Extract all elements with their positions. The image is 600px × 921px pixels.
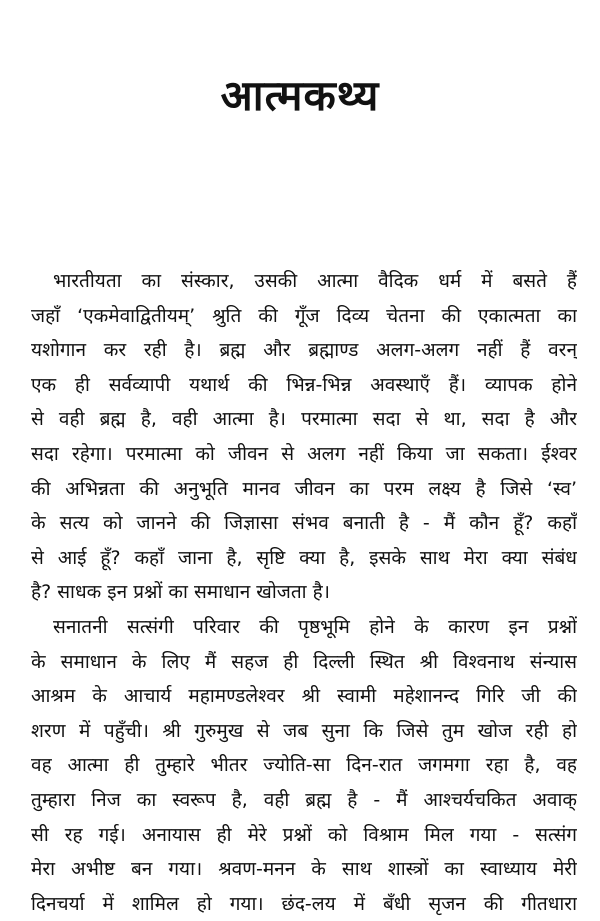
text-line: की अभिन्नता की अनुभूति मानव जीवन का परम लक्ष्य है जिसे ‘स्व’ (31, 477, 577, 500)
text-line: तुम्हारा निज का स्वरूप है, वही ब्रह्म है - मैं आश्चर्यचकित अवाक् (31, 788, 577, 811)
text-line: यशोगान कर रही है। ब्रह्म और ब्रह्माण्ड अलग-अलग नहीं हैं वरन् (31, 339, 577, 362)
text-line: सनातनी सत्संगी परिवार की पृष्ठभूमि होने के कारण इन प्रश्नों (53, 615, 577, 638)
text-line: सदा रहेगा। परमात्मा को जीवन से अलग नहीं किया जा सकता। ईश्वर (31, 442, 577, 465)
body-text (31, 264, 577, 921)
text-line: एक ही सर्वव्यापी यथार्थ की भिन्न-भिन्न अवस्थाएँ हैं। व्यापक होने (31, 373, 577, 396)
paragraph-1 (31, 264, 577, 610)
text-line: के सत्य को जानने की जिज्ञासा संभव बनाती है - मैं कौन हूँ? कहाँ (31, 512, 577, 535)
text-line: वह आत्मा ही तुम्हारे भीतर ज्योति-सा दिन-रात जगमगा रहा है, वह (31, 754, 577, 777)
text-line: शरण में पहुँची। श्री गुरुमुख से जब सुना कि जिसे तुम खोज रही हो (31, 719, 577, 742)
text-line: जहाँ ‘एकमेवाद्वितीयम्’ श्रुति की गूँज दिव्य चेतना की एकात्मता का (31, 304, 577, 327)
text-line: दिनचर्या में शामिल हो गया। छंद-लय में बँधी सृजन की गीतधारा (31, 892, 577, 915)
text-line: सी रह गई। अनायास ही मेरे प्रश्नों को विश्राम मिल गया - सत्संग (31, 823, 577, 846)
text-line: के समाधान के लिए मैं सहज ही दिल्ली स्थित श्री विश्वनाथ संन्यास (31, 650, 577, 673)
text-line: से वही ब्रह्म है, वही आत्मा है। परमात्मा सदा से था, सदा है और (31, 408, 577, 431)
text-line: है? साधक इन प्रश्नों का समाधान खोजता है। (31, 581, 330, 604)
paragraph-2 (31, 610, 577, 921)
text-line: मेरा अभीष्ट बन गया। श्रवण-मनन के साथ शास्त्रों का स्वाध्याय मेरी (31, 858, 577, 881)
text-line: भारतीयता का संस्कार, उसकी आत्मा वैदिक धर्म में बसते हैं (53, 270, 577, 292)
page-title: आत्मकथ्य (220, 71, 380, 120)
text-line: आश्रम के आचार्य महामण्डलेश्वर श्री स्वामी महेशानन्द गिरि जी की (31, 685, 577, 708)
text-line: से आई हूँ? कहाँ जाना है, सृष्टि क्या है, इसके साथ मेरा क्या संबंध (31, 546, 577, 569)
